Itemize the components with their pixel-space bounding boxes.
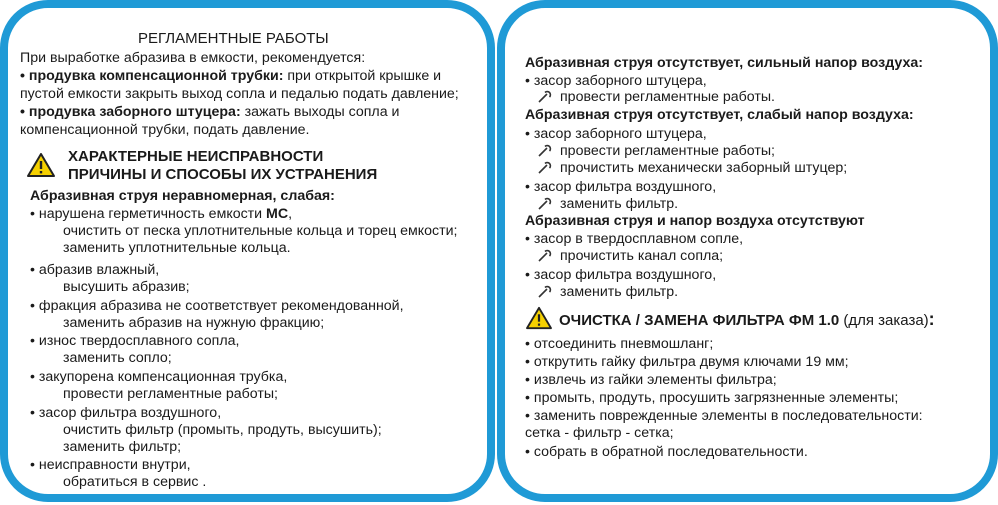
maintenance-item-1 <box>20 68 441 85</box>
filter-step: • промыть, продуть, просушить загрязненные элементы; <box>525 390 899 406</box>
right-panel <box>497 0 998 502</box>
filter-step: • отсоединить пневмошланг; <box>525 336 714 352</box>
wrench-icon <box>537 248 553 262</box>
fault-line: заменить фильтр; <box>63 439 182 455</box>
fault-line <box>537 143 775 160</box>
fault-line-end: , <box>288 206 293 222</box>
fault-line-bold: МС <box>266 206 289 222</box>
fault-line <box>537 89 775 106</box>
fault-line: заменить сопло; <box>63 350 172 366</box>
fault-subheading: Абразивная струя неравномерная, слабая: <box>30 188 335 204</box>
fault-heading-1: Абразивная струя отсутствует, сильный напор воздуха: <box>525 55 923 71</box>
wrench-icon <box>537 89 553 103</box>
fault-heading-3: Абразивная струя и напор воздуха отсутствуют <box>525 213 865 229</box>
fault-line-text: прочистить механически заборный штуцер; <box>560 160 848 176</box>
fault-heading-2: Абразивная струя отсутствует, слабый напор воздуха: <box>525 107 914 123</box>
item1-text: при открытой крышке и <box>283 68 442 84</box>
fault-line-text: прочистить канал сопла; <box>560 248 724 264</box>
warning-icon <box>525 306 553 330</box>
fault-line: • засор в твердосплавном сопле, <box>525 231 744 247</box>
fault-line <box>537 160 847 177</box>
maintenance-title: РЕГЛАМЕНТНЫЕ РАБОТЫ <box>138 30 329 47</box>
fault-line: • закупорена компенсационная трубка, <box>30 369 288 385</box>
filter-step: • заменить поврежденные элементы в последовательности: <box>525 408 923 424</box>
item2-text: зажать выходы сопла и <box>240 104 400 120</box>
fault-line-text: заменить фильтр. <box>560 284 679 300</box>
fault-line: • абразив влажный, <box>30 262 160 278</box>
faults-title-line1: ХАРАКТЕРНЫЕ НЕИСПРАВНОСТИ <box>68 148 324 165</box>
filter-colon: : <box>928 309 935 329</box>
faults-title-line2: ПРИЧИНЫ И СПОСОБЫ ИХ УСТРАНЕНИЯ <box>68 166 378 183</box>
item1-bold: • продувка компенсационной трубки: <box>20 68 284 84</box>
fault-line: провести регламентные работы; <box>63 386 278 402</box>
fault-line: очистить фильтр (промыть, продуть, высушить); <box>63 422 382 438</box>
filter-step: • собрать в обратной последовательности. <box>525 444 808 460</box>
fault-line: • износ твердосплавного сопла, <box>30 333 240 349</box>
fault-line: • неисправности внутри, <box>30 457 191 473</box>
warning-icon <box>26 152 56 178</box>
left-panel <box>0 0 495 502</box>
wrench-icon <box>537 284 553 298</box>
fault-line-text: • нарушена герметичность емкости <box>30 206 267 222</box>
maintenance-item-2 <box>20 104 399 121</box>
fault-line: заменить абразив на нужную фракцию; <box>63 315 325 331</box>
fault-line: обратиться в сервис . <box>63 474 207 490</box>
fault-line: • засор фильтра воздушного, <box>525 267 717 283</box>
fault-line: очистить от песка уплотнительные кольца и торец емкости; <box>63 223 458 239</box>
filter-title-text: ОЧИСТКА / ЗАМЕНА ФИЛЬТРА ФМ 1.0 <box>559 312 840 329</box>
fault-line: высушить абразив; <box>63 279 190 295</box>
wrench-icon <box>537 160 553 174</box>
filter-step: сетка - фильтр - сетка; <box>525 425 674 441</box>
filter-step: • извлечь из гайки элементы фильтра; <box>525 372 777 388</box>
fault-line: • фракция абразива не соответствует рекомендованной, <box>30 298 404 314</box>
fault-line <box>537 196 678 213</box>
fault-line <box>537 284 678 301</box>
filter-step: • открутить гайку фильтра двумя ключами 19 мм; <box>525 354 849 370</box>
fault-line: • засор фильтра воздушного, <box>525 179 717 195</box>
wrench-icon <box>537 143 553 157</box>
fault-line <box>30 206 292 223</box>
maintenance-item-2-line2: компенсационной трубки, подать давление. <box>20 122 310 138</box>
maintenance-item-1-line2: пустой емкости закрыть выход сопла и педалью подать давление; <box>20 86 459 102</box>
filter-note: (для заказа) <box>839 312 929 329</box>
fault-line-text: провести регламентные работы. <box>560 89 775 105</box>
item2-bold: • продувка заборного штуцера: <box>20 104 241 120</box>
fault-line-text: провести регламентные работы; <box>560 143 775 159</box>
intro-text: При выработке абразива в емкости, рекомендуется: <box>20 50 366 66</box>
fault-line <box>537 248 723 265</box>
fault-line: заменить уплотнительные кольца. <box>63 240 291 256</box>
fault-line: • засор заборного штуцера, <box>525 73 707 89</box>
wrench-icon <box>537 196 553 210</box>
fault-line: • засор заборного штуцера, <box>525 126 707 142</box>
filter-title <box>559 311 935 329</box>
fault-line: • засор фильтра воздушного, <box>30 405 222 421</box>
fault-line-text: заменить фильтр. <box>560 196 679 212</box>
